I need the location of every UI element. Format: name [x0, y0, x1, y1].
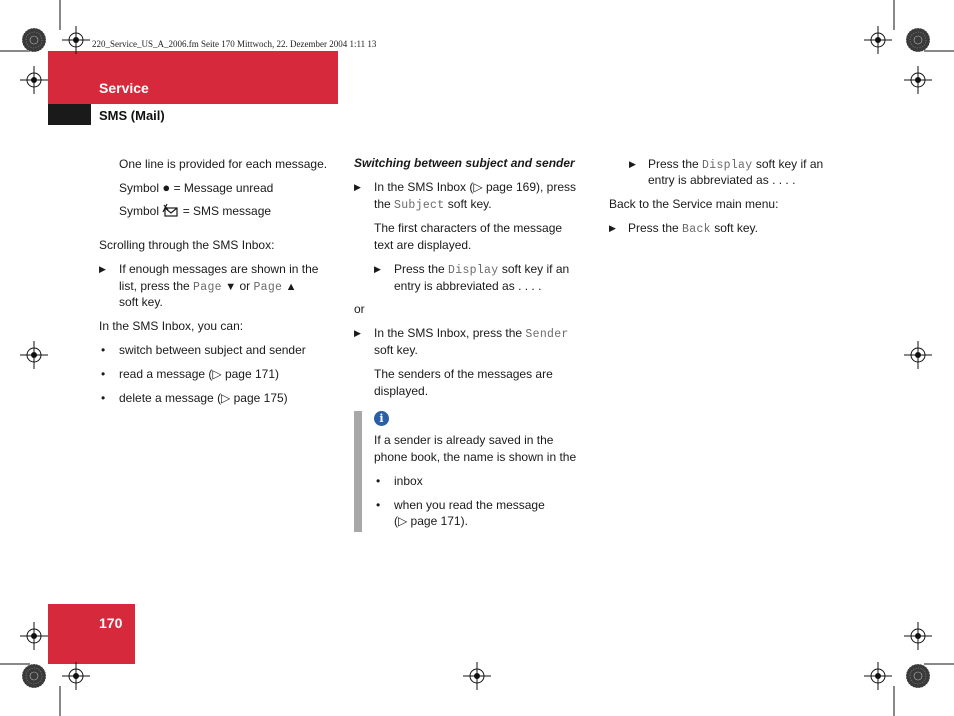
step-line: In the SMS Inbox (▷ page 169), press: [374, 180, 577, 194]
page-softkey-label: Page: [193, 281, 222, 294]
step-arrow-icon: ▶: [99, 264, 106, 274]
or-text: or: [239, 279, 251, 293]
sender-softkey-label: Sender: [525, 328, 569, 341]
page-reference: (▷ page 171).: [394, 514, 468, 528]
info-icon: i: [374, 411, 389, 426]
step-text: the: [374, 197, 391, 211]
symbol-label: Symbol: [119, 181, 160, 195]
step-line: soft key.: [119, 295, 163, 309]
unread-dot-icon: ●: [162, 180, 171, 195]
display-softkey-label: Display: [702, 159, 753, 172]
step-text: Press the: [628, 221, 679, 235]
page-softkey-label: Page: [253, 281, 283, 294]
info-line: If a sender is already saved in the: [374, 433, 554, 447]
list-item: inbox: [394, 474, 423, 488]
step-line: entry is abbreviated as . . . .: [394, 279, 542, 293]
step-text: soft key if an: [755, 157, 824, 171]
bullet-icon: •: [376, 498, 381, 512]
step-text: Press the: [394, 262, 445, 276]
step-line: entry is abbreviated as . . . .: [648, 173, 796, 187]
step-text: In the SMS Inbox, press the: [374, 326, 523, 340]
intro-line: One line is provided for each message.: [119, 157, 328, 171]
bullet-icon: •: [376, 474, 381, 488]
step-arrow-icon: ▶: [374, 264, 381, 274]
display-softkey-label: Display: [448, 264, 499, 277]
symbol-unread-text: = Message unread: [173, 181, 274, 195]
step-text: Press the: [648, 157, 699, 171]
up-triangle-icon: ▲: [285, 281, 297, 293]
print-header: 220_Service_US_A_2006.fm Seite 170 Mittwoch, 22. Dezember 2004 1:11 13: [92, 39, 377, 49]
page-number: 170: [99, 615, 123, 631]
down-triangle-icon: ▼: [225, 281, 237, 293]
step-arrow-icon: ▶: [354, 182, 361, 192]
step-text: soft key.: [447, 197, 492, 211]
step-text: soft key if an: [501, 262, 570, 276]
bullet-icon: •: [101, 391, 106, 405]
symbol-label: Symbol: [119, 204, 160, 218]
list-item: delete a message (▷ page 175): [119, 391, 288, 405]
step-arrow-icon: ▶: [629, 159, 636, 169]
list-item: read a message (▷ page 171): [119, 367, 279, 381]
step-line: If enough messages are shown in the: [119, 262, 319, 276]
section-title: Service: [99, 80, 149, 96]
result-line: displayed.: [374, 384, 429, 398]
step-arrow-icon: ▶: [354, 328, 361, 338]
bullet-icon: •: [101, 343, 106, 357]
step-line: soft key.: [374, 343, 418, 357]
info-line: phone book, the name is shown in the: [374, 450, 577, 464]
back-softkey-label: Back: [682, 223, 711, 236]
list-item: switch between subject and sender: [119, 343, 306, 357]
subject-softkey-label: Subject: [394, 199, 445, 212]
inbox-intro: In the SMS Inbox, you can:: [99, 319, 244, 333]
result-line: The first characters of the message: [374, 221, 563, 235]
step-text: list, press the: [119, 279, 190, 293]
back-intro: Back to the Service main menu:: [609, 197, 779, 211]
subsection-title: SMS (Mail): [99, 108, 165, 123]
section-heading: Switching between subject and sender: [354, 156, 575, 170]
list-item: when you read the message: [394, 498, 545, 512]
scroll-intro: Scrolling through the SMS Inbox:: [99, 238, 275, 252]
result-line: The senders of the messages are: [374, 367, 553, 381]
result-line: text are displayed.: [374, 238, 472, 252]
bullet-icon: •: [101, 367, 106, 381]
step-arrow-icon: ▶: [609, 223, 616, 233]
or-text: or: [354, 302, 365, 316]
step-text: soft key.: [714, 221, 758, 235]
symbol-sms-text: = SMS message: [182, 204, 272, 218]
